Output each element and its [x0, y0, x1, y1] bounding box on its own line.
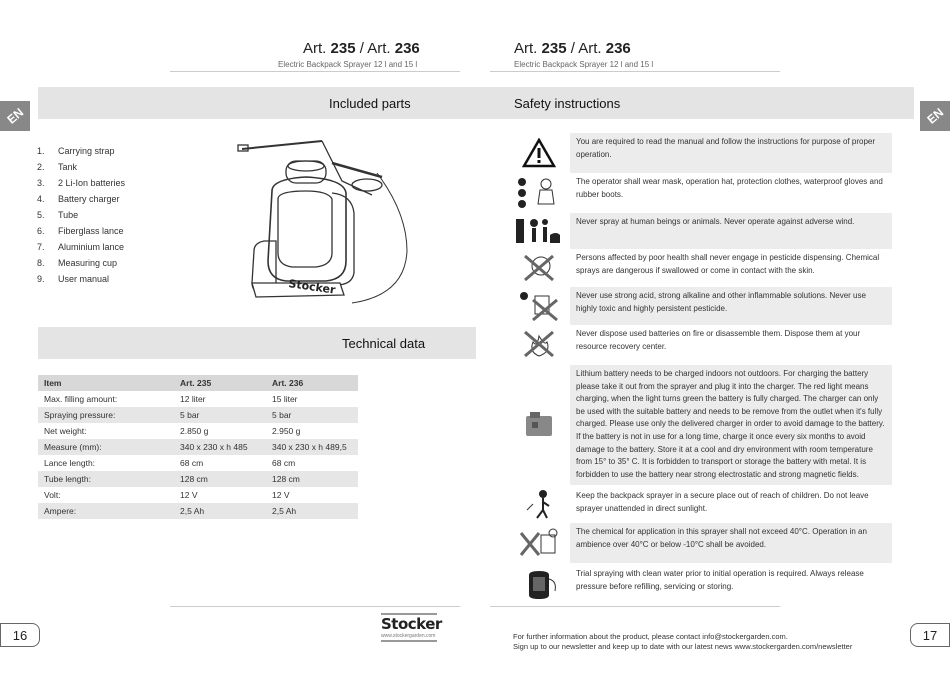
safety-item-protective-gear: The operator shall wear mask, operation hat, protection clothes, waterproof gloves and rubber boots. — [510, 173, 892, 213]
left-header-rule — [170, 71, 460, 72]
right-article-subtitle: Electric Backpack Sprayer 12 l and 15 l — [514, 60, 654, 69]
safety-item-children: Keep the backpack sprayer in a secure place out of reach of children. Do not leave sprayer unattended in direct sunlight. — [510, 487, 892, 521]
no-acid-icon — [510, 287, 568, 325]
page-number-right: 17 — [910, 623, 950, 647]
table-row: Volt: 12 V 12 V — [44, 490, 290, 500]
table-header-row: Item Art. 235 Art. 236 — [38, 375, 358, 391]
page-number-left: 16 — [0, 623, 40, 647]
list-item: 8. Measuring cup — [37, 258, 118, 268]
list-item: 7. Aluminium lance — [37, 242, 125, 252]
battery-icon — [510, 365, 568, 485]
svg-text:Stocker: Stocker — [287, 277, 337, 297]
lang-tab-right: EN — [920, 101, 950, 131]
list-item: 9. User manual — [37, 274, 110, 284]
safety-item-read-manual: You are required to read the manual and follow the instructions for purpose of proper operation. — [510, 133, 892, 173]
safety-item-lithium-battery: Lithium battery needs to be charged indoors not outdoors. For charging the battery please take it out from the sprayer and plug it into the charger. The red light means charging, when the light turns green the battery is fully charged. The charger can only be used with the suitable battery and needs to be remove from the outlet when it's fully charged. Please use only the delivered charger in order to avoid damage to the battery. If the battery is not in use for a long time, charge it once every six months to avoid damage to the battery. Store it at a cool and dry environment with room temperature from 15° to 35° C. It is forbidden to transport or storage the battery with metal. It is forbidden to use the battery near strong electrostatic and strong magnetic fields. — [510, 365, 892, 485]
footer-contact-text: For further information about the product, please contact info@stockergarden.com. — [513, 632, 788, 641]
safety-item-trial-spraying: Trial spraying with clean water prior to initial operation is required. Always release pressure before refilling, servicing or storing. — [510, 565, 892, 603]
table-row: Spraying pressure: 5 bar 5 bar — [38, 407, 358, 423]
list-item: 6. Fiberglass lance — [37, 226, 124, 236]
no-fire-battery-icon — [510, 325, 568, 363]
table-row: Tube length: 128 cm 128 cm — [38, 471, 358, 487]
table-row: Max. filling amount: 12 liter 15 liter — [44, 394, 298, 404]
brand-line-bottom — [381, 640, 437, 642]
no-health-risk-icon — [510, 249, 568, 287]
left-article-title: Art. 235 / Art. 236 — [303, 40, 420, 57]
no-spray-people-icon — [510, 213, 568, 249]
pressure-release-icon — [510, 565, 568, 603]
brand-url: www.stockergarden.com — [381, 633, 436, 639]
safety-item-temperature: The chemical for application in this sprayer shall not exceed 40°C. Operation in an ambience over 40°C or below -10°C shall be avoided. — [510, 523, 892, 563]
footer-newsletter-text: Sign up to our newsletter and keep up to date with our latest news www.stockergarden.com/newsletter — [513, 642, 853, 651]
table-row: Ampere: 2,5 Ah 2,5 Ah — [38, 503, 358, 519]
sprayer-illustration — [232, 133, 442, 311]
table-row: Measure (mm): 340 x 230 x h 485 340 x 230 x h 489,5 — [38, 439, 358, 455]
footer-rule-left — [170, 606, 460, 607]
temperature-icon — [510, 523, 568, 563]
table-row: Lance length: 68 cm 68 cm — [44, 458, 296, 468]
safety-item-batteries-fire: Never dispose used batteries on fire or disassemble them. Dispose them at your resource recovery center. — [510, 325, 892, 363]
safety-heading: Safety instructions — [514, 96, 621, 111]
list-item: 3. 2 Li-Ion batteries — [37, 178, 126, 188]
included-parts-list — [37, 143, 125, 287]
left-article-subtitle: Electric Backpack Sprayer 12 l and 15 l — [278, 60, 418, 69]
list-item: 1. Carrying strap — [37, 146, 115, 156]
warning-triangle-icon — [510, 133, 568, 173]
included-parts-heading: Included parts — [329, 96, 411, 111]
brand-logo: Stocker — [381, 615, 442, 633]
right-header-rule — [490, 71, 780, 72]
table-row: Net weight: 2.850 g 2.950 g — [44, 426, 301, 436]
section-bar-top — [38, 87, 914, 119]
list-item: 4. Battery charger — [37, 194, 120, 204]
list-item: 5. Tube — [37, 210, 79, 220]
footer-rule-right — [490, 606, 780, 607]
technical-data-heading: Technical data — [342, 336, 426, 351]
child-safety-icon — [510, 487, 568, 521]
technical-data-table — [38, 375, 358, 519]
right-article-title: Art. 235 / Art. 236 — [514, 40, 631, 57]
safety-item-no-acid: Never use strong acid, strong alkaline and other inflammable solutions. Never use highly toxic and highly persistent pesticide. — [510, 287, 892, 325]
safety-item-no-spray-people: Never spray at human beings or animals. Never operate against adverse wind. — [510, 213, 892, 249]
safety-item-poor-health: Persons affected by poor health shall never engage in pesticide dispensing. Chemical sprays are dangerous if swallowed or come in contact with the skin. — [510, 249, 892, 287]
lang-tab-left: EN — [0, 101, 30, 131]
protective-gear-icon — [510, 173, 568, 213]
list-item: 2. Tank — [37, 162, 78, 172]
